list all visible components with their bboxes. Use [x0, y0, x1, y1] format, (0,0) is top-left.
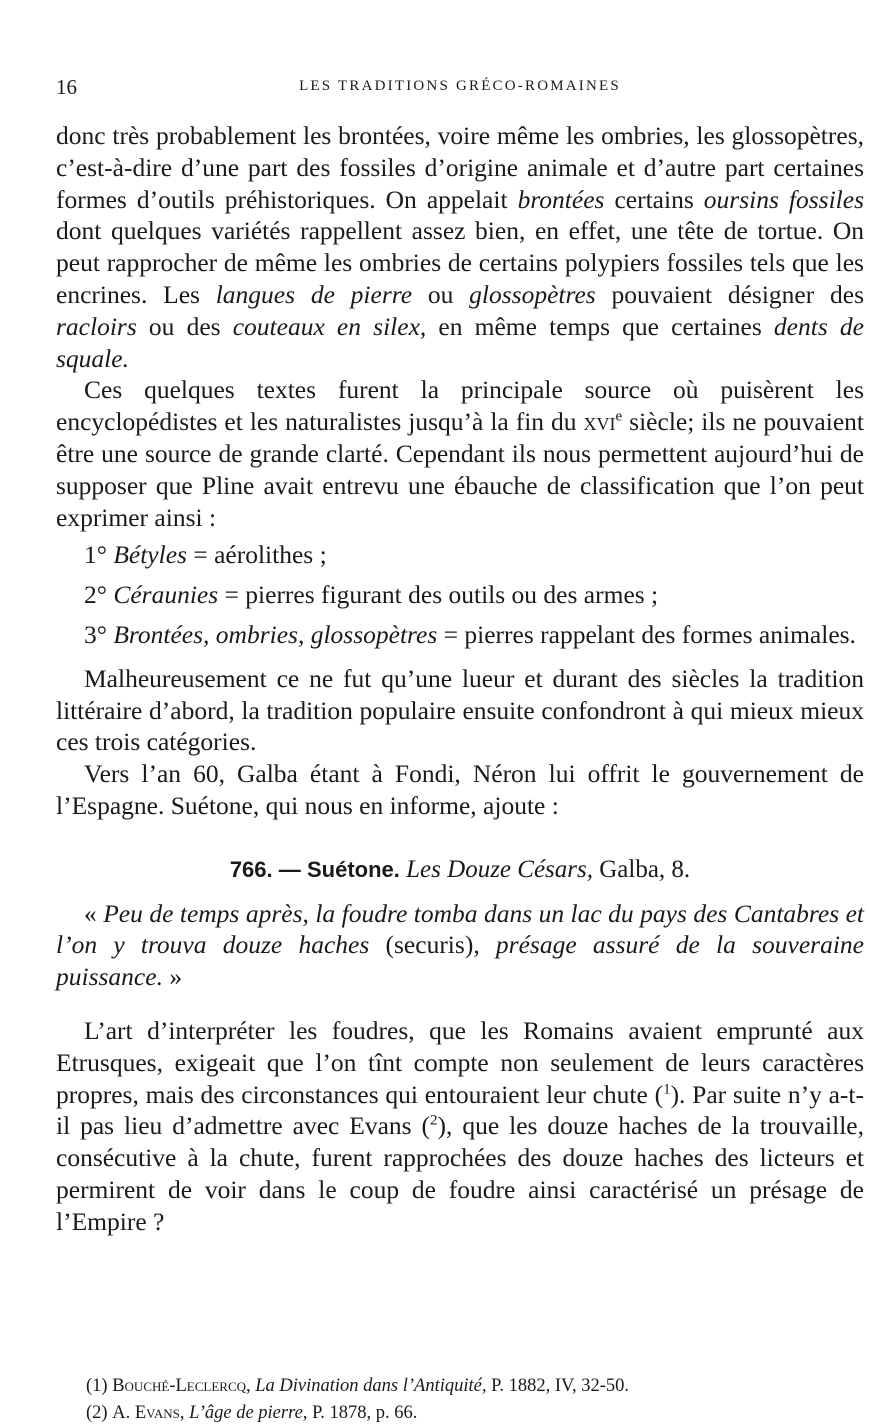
list-item — [56, 539, 864, 571]
text-span: L’art d’interpréter les foudres, que les Romains avaient emprunté aux Etrusques, exigeait que l’on tînt compte non seulement de leurs caractères propres, mais des circonstances qui entouraient leur chute ( — [56, 1015, 864, 1109]
paragraph-3: Malheureusement ce ne fut qu’une lueur et durant des siècles la tradition littéraire d’abord, la tradition populaire ensuite confondront à qui mieux mieux ces trois catégories. — [56, 663, 864, 757]
quote-close: » — [162, 962, 183, 992]
text-span: ou des — [136, 311, 233, 341]
text-span: certains — [604, 184, 704, 214]
list-definition: = pierres figurant des outils ou des armes ; — [218, 580, 659, 610]
text-span: dont quelques variétés rappellent assez bien, en effet, une tête de tortue. On peut rapprocher de même les ombries de certains polypiers fossiles tels que les encrines. Les — [56, 216, 864, 309]
italic-term: brontées — [517, 184, 605, 214]
list-term: Bétyles — [113, 540, 187, 570]
text-span: pouvaient désigner des — [595, 279, 864, 309]
quote-text: , présage assuré de la souveraine puissance. — [56, 930, 864, 992]
page-body — [56, 120, 864, 1238]
italic-term: racloirs — [56, 311, 137, 341]
citation-author: Suétone. — [307, 856, 400, 882]
paragraph-4: Vers l’an 60, Galba étant à Fondi, Néron lui offrit le gouvernement de l’Espagne. Suétone, qui nous en informe, ajoute : — [56, 759, 864, 820]
footnote-details: P. 1878, p. 66. — [307, 1403, 418, 1423]
italic-term: dents de squale. — [56, 311, 864, 373]
footnote-mark: (1) — [86, 1376, 113, 1396]
century-numeral: xvi — [583, 407, 616, 437]
footnote-ref[interactable]: 2 — [430, 1112, 438, 1129]
footnote-author: A. Evans, — [112, 1403, 185, 1423]
italic-term: couteaux en silex — [232, 311, 420, 341]
footnote-author: Bouché-Leclercq, — [112, 1376, 251, 1396]
list-number: 3° — [84, 619, 114, 649]
paragraph-5 — [56, 1015, 864, 1238]
footnote-1 — [86, 1373, 866, 1400]
footnote-ref[interactable]: 1 — [663, 1081, 671, 1098]
list-term: Céraunies — [113, 580, 219, 610]
citation-number: 766. — — [229, 856, 301, 882]
text-span: Ces quelques textes furent la principale source où puisèrent les encyclopédistes et les naturalistes jusqu’à la fin du — [56, 375, 864, 437]
text-span: ). Par suite n’y a-t-il pas lieu d’admettre avec Evans ( — [56, 1079, 864, 1141]
text-span: ), que les douze haches de la trouvaille, consécutive à la chute, furent rapprochées des douze haches des licteurs et permirent de voir dans le coup de foudre ainsi caractérisé un présage de l’Empire ? — [56, 1111, 864, 1236]
list-term: Brontées, ombries, glossopètres — [113, 619, 438, 649]
citation-heading — [56, 854, 864, 886]
text-span: donc très probablement les brontées, voire même les ombries, les glossopètres, c’est-à-dire d’une part des fossiles d’origine animale et d’autre part certaines formes d’outils préhistoriques. On appelait — [56, 121, 864, 214]
citation-reference: Galba, 8. — [599, 855, 691, 883]
text-span: siècle; ils ne pouvaient être une source de grande clarté. Cependant ils nous permettent aujourd’hui de supposer que Pline avait entrevu une ébauche de classification que l’on peut exprimer ainsi : — [56, 407, 864, 532]
italic-term: glossopètres — [469, 279, 596, 309]
footnote-mark: (2) — [86, 1403, 113, 1423]
paragraph-2 — [56, 374, 864, 533]
list-number: 1° — [84, 540, 114, 570]
quotation — [56, 898, 864, 993]
page-number: 16 — [56, 75, 77, 99]
running-title: LES TRADITIONS GRÉCO-ROMAINES — [299, 78, 621, 94]
classification-list — [56, 539, 864, 650]
footnote-title: La Divination dans l’Antiquité, — [250, 1376, 487, 1396]
list-definition: = pierres rappelant des formes animales. — [437, 619, 856, 649]
citation-work: Les Douze Césars, — [406, 855, 593, 883]
century-superscript: e — [615, 408, 623, 425]
footnote-title: L’âge de pierre, — [184, 1403, 308, 1423]
quote-latin: (securis) — [385, 930, 474, 960]
footnote-2 — [86, 1400, 866, 1427]
text-span: ou — [412, 279, 470, 309]
list-item — [56, 619, 864, 651]
list-definition: = aérolithes ; — [186, 540, 327, 570]
list-number: 2° — [84, 580, 114, 610]
footnote-details: P. 1882, IV, 32-50. — [486, 1376, 630, 1396]
quote-open: « — [84, 898, 104, 928]
footnotes — [86, 1373, 866, 1427]
paragraph-1 — [56, 120, 864, 374]
list-item — [56, 579, 864, 611]
quote-text: Peu de temps après, la foudre tomba dans un lac du pays des Cantabres et l’on y trouva douze haches — [56, 898, 865, 960]
italic-term: oursins fossiles — [703, 184, 865, 214]
italic-term: langues de pierre — [215, 279, 413, 309]
text-span: , en même temps que certaines — [419, 311, 774, 341]
page-header — [56, 75, 864, 99]
